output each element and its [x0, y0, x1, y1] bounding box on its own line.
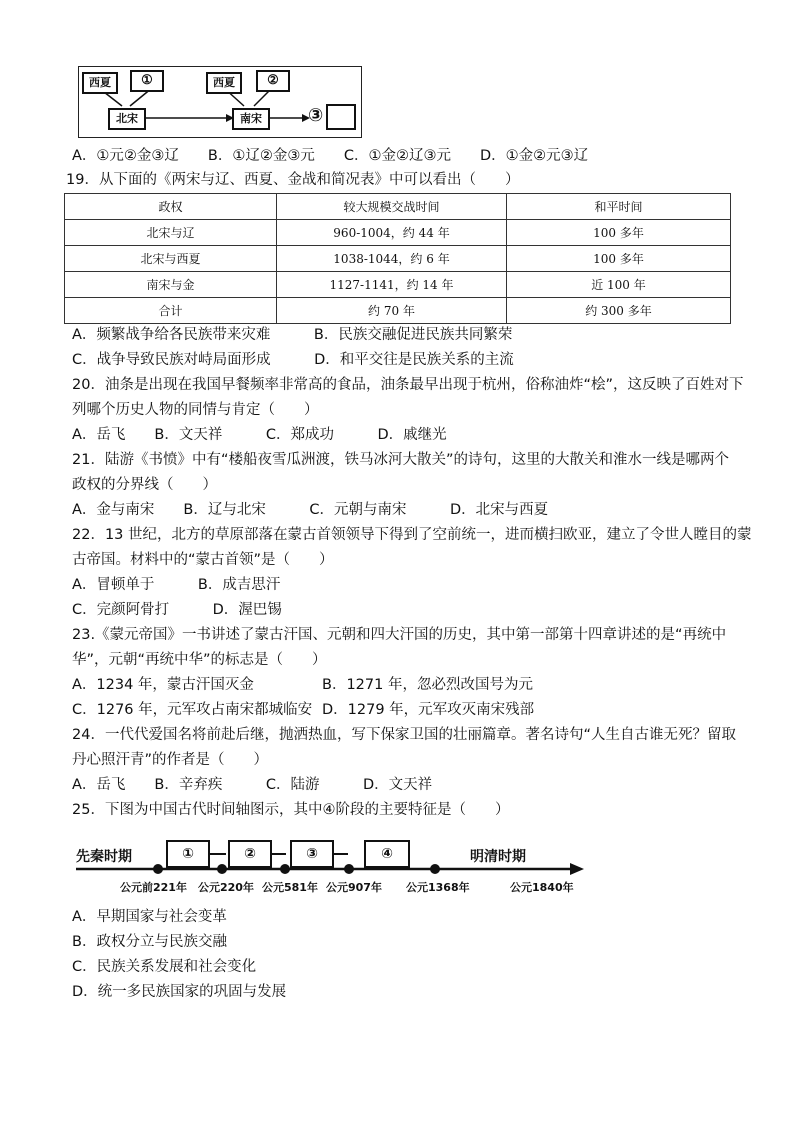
timeline-date: 公元220年	[198, 881, 254, 894]
timeline-box-3: ③	[290, 840, 334, 868]
table-header-cell: 较大规模交战时间	[277, 194, 507, 220]
timeline-dot	[280, 864, 290, 874]
q23-option-d: D．1279 年，元军攻灭南宋残部	[322, 702, 535, 718]
q23-option-c: C．1276 年，元军攻占南宋都城临安	[72, 702, 313, 718]
timeline-dot	[344, 864, 354, 874]
q21-stem-line2: 政权的分界线（ ）	[72, 477, 217, 493]
table-cell: 合计	[65, 298, 277, 324]
box-nansong: 南宋	[232, 108, 270, 130]
q21-options: A．金与南宋 B．辽与北宋 C．元朝与南宋 D．北宋与西夏	[72, 502, 549, 518]
table-header-cell: 政权	[65, 194, 277, 220]
table-cell: 约 300 多年	[507, 298, 731, 324]
q22-options-ab: A．冒顿单于 B．成吉思汗	[72, 577, 281, 593]
box-blank-1: ①	[130, 70, 164, 92]
q22-stem-line1: 22．13 世纪，北方的草原部落在蒙古首领领导下得到了空前统一，进而横扫欧亚，建立了令世人瞠目的蒙	[72, 527, 752, 543]
q20-stem-line2: 列哪个历史人物的同情与肯定（ ）	[72, 402, 319, 418]
timeline-dot	[430, 864, 440, 874]
table-cell: 100 多年	[507, 246, 731, 272]
q23-option-a: A．1234 年，蒙古汗国灭金	[72, 677, 254, 693]
table-header-row	[65, 194, 731, 220]
q24-options: A．岳飞 B．辛弃疾 C．陆游 D．文天祥	[72, 777, 433, 793]
table-row	[65, 298, 731, 324]
q19-table	[64, 193, 731, 324]
table-cell: 1127-1141，约 14 年	[277, 272, 507, 298]
q25-option-b: B．政权分立与民族交融	[72, 934, 227, 950]
q21-stem-line1: 21．陆游《书愤》中有“楼船夜雪瓜洲渡，铁马冰河大散关”的诗句，这里的大散关和淮水一线是哪两个	[72, 452, 729, 468]
table-header-cell: 和平时间	[507, 194, 731, 220]
table-cell: 北宋与辽	[65, 220, 277, 246]
q24-stem-line2: 丹心照汗青”的作者是（ ）	[72, 752, 269, 768]
box-beisong: 北宋	[108, 108, 146, 130]
q18-diagram	[78, 66, 362, 138]
table-cell: 近 100 年	[507, 272, 731, 298]
q25-stem: 25．下图为中国古代时间轴图示，其中④阶段的主要特征是（ ）	[72, 802, 510, 818]
timeline-box-2: ②	[228, 840, 272, 868]
q18-options: A．①元②金③辽 B．①辽②金③元 C．①金②辽③元 D．①金②元③辽	[72, 148, 589, 164]
timeline-dot	[153, 864, 163, 874]
q25-option-a: A．早期国家与社会变革	[72, 909, 227, 925]
table-cell: 约 70 年	[277, 298, 507, 324]
table-cell: 南宋与金	[65, 272, 277, 298]
table-cell: 100 多年	[507, 220, 731, 246]
timeline-date: 公元581年	[262, 881, 318, 894]
q25-timeline	[76, 832, 596, 902]
period-ming-qing: 明清时期	[470, 849, 526, 865]
timeline-date: 公元1368年	[406, 881, 470, 894]
q23-stem-line1: 23.《蒙元帝国》一书讲述了蒙古汗国、元朝和四大汗国的历史，其中第一部第十四章讲述的是“再统中	[72, 627, 727, 643]
q22-options-cd: C．完颜阿骨打 D．渥巴锡	[72, 602, 282, 618]
table-cell: 北宋与西夏	[65, 246, 277, 272]
timeline-date: 公元前221年	[120, 881, 187, 894]
q20-options: A．岳飞 B．文天祥 C．郑成功 D．戚继光	[72, 427, 447, 443]
box-xixia-1: 西夏	[82, 72, 118, 94]
q19-options-ab: A．频繁战争给各民族带来灾难 B．民族交融促进民族共同繁荣	[72, 327, 513, 343]
q25-option-d: D．统一多民族国家的巩固与发展	[72, 984, 287, 1000]
timeline-date: 公元907年	[326, 881, 382, 894]
q20-stem-line1: 20．油条是出现在我国早餐频率非常高的食品，油条最早出现于杭州，俗称油炸“桧”，这反映了百姓对下	[72, 377, 744, 393]
timeline-dot	[217, 864, 227, 874]
timeline-box-1: ①	[166, 840, 210, 868]
table-cell: 1038-1044，约 6 年	[277, 246, 507, 272]
q19-stem: 19．从下面的《两宋与辽、西夏、金战和简况表》中可以看出（ ）	[66, 172, 520, 188]
timeline-box-4: ④	[364, 840, 410, 868]
q24-stem-line1: 24．一代代爱国名将前赴后继，抛洒热血，写下保家卫国的壮丽篇章。著名诗句“人生自古谁无死？留取	[72, 727, 736, 743]
timeline-date: 公元1840年	[510, 881, 574, 894]
box-blank-3	[326, 104, 356, 130]
q19-options-cd: C．战争导致民族对峙局面形成 D．和平交往是民族关系的主流	[72, 352, 514, 368]
table-row	[65, 272, 731, 298]
table-row	[65, 220, 731, 246]
box-xixia-2: 西夏	[206, 72, 242, 94]
q25-option-c: C．民族关系发展和社会变化	[72, 959, 257, 975]
q22-stem-line2: 古帝国。材料中的“蒙古首领”是（ ）	[72, 552, 334, 568]
q23-stem-line2: 华”，元朝“再统中华”的标志是（ ）	[72, 652, 327, 668]
period-pre-qin: 先秦时期	[76, 849, 132, 865]
marker-3: ③	[308, 105, 324, 126]
q23-option-b: B．1271 年，忽必烈改国号为元	[322, 677, 533, 693]
box-blank-2: ②	[256, 70, 290, 92]
table-cell: 960-1004，约 44 年	[277, 220, 507, 246]
table-row	[65, 246, 731, 272]
